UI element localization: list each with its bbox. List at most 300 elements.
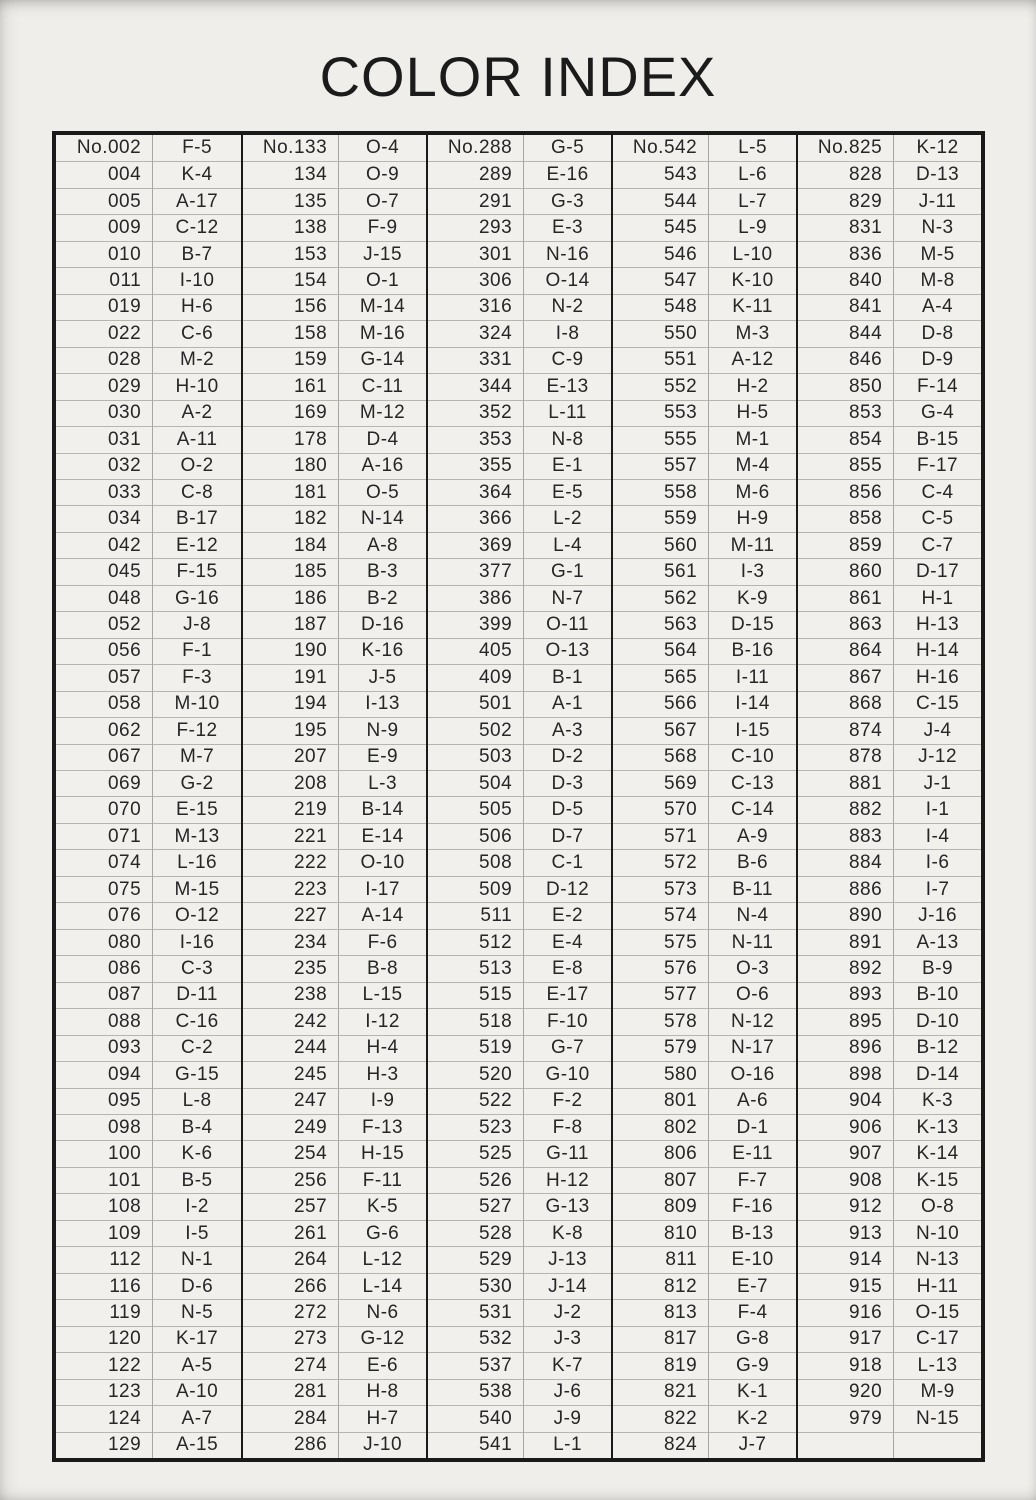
number-cell: 541 <box>428 1432 523 1458</box>
grid-code-cell: I-4 <box>893 823 981 849</box>
grid-code-cell: N-7 <box>523 585 611 611</box>
column-group <box>426 135 611 1458</box>
number-cell: 194 <box>243 691 338 717</box>
number-cell: 071 <box>56 823 152 849</box>
grid-code-cell: C-6 <box>152 320 241 346</box>
grid-code-cell: I-10 <box>152 267 241 293</box>
number-cell: 560 <box>613 532 708 558</box>
grid-code-cell: I-7 <box>893 876 981 902</box>
grid-code-cell: E-14 <box>338 823 426 849</box>
grid-code-cell: M-1 <box>708 426 796 452</box>
color-index-table <box>52 131 985 1462</box>
grid-code-cell: N-3 <box>893 214 981 240</box>
grid-code-cell: D-10 <box>893 1008 981 1034</box>
grid-code-cell: N-1 <box>152 1246 241 1272</box>
grid-code-cell: B-10 <box>893 982 981 1008</box>
number-cell: 511 <box>428 902 523 928</box>
number-cell: 547 <box>613 267 708 293</box>
grid-code-cell: N-2 <box>523 294 611 320</box>
number-cell: 245 <box>243 1061 338 1087</box>
grid-code-cell: A-6 <box>708 1088 796 1114</box>
grid-code-cell: M-9 <box>893 1379 981 1405</box>
grid-code-cell: M-4 <box>708 453 796 479</box>
grid-code-cell: G-9 <box>708 1352 796 1378</box>
grid-code-cell: J-11 <box>893 188 981 214</box>
grid-code-cell: A-12 <box>708 347 796 373</box>
grid-code-cell: K-7 <box>523 1352 611 1378</box>
grid-code-cell: N-6 <box>338 1299 426 1325</box>
number-cell: 119 <box>56 1299 152 1325</box>
number-cell: 093 <box>56 1035 152 1061</box>
number-cell: 169 <box>243 400 338 426</box>
grid-code-cell: J-15 <box>338 241 426 267</box>
grid-code-cell: N-11 <box>708 929 796 955</box>
number-cell: 548 <box>613 294 708 320</box>
number-cell: 568 <box>613 744 708 770</box>
grid-code-cell: H-12 <box>523 1167 611 1193</box>
number-cell: 868 <box>798 691 893 717</box>
number-cell: 557 <box>613 453 708 479</box>
grid-code-cell: N-17 <box>708 1035 796 1061</box>
grid-code-cell: O-15 <box>893 1299 981 1325</box>
grid-code-cell: I-2 <box>152 1193 241 1219</box>
grid-code-cell: L-3 <box>338 770 426 796</box>
number-cell: 518 <box>428 1008 523 1034</box>
grid-code-cell: D-13 <box>893 161 981 187</box>
number-cell: 112 <box>56 1246 152 1272</box>
number-cell: 004 <box>56 161 152 187</box>
number-cell: 048 <box>56 585 152 611</box>
page-title: COLOR INDEX <box>319 45 717 108</box>
number-cell: 855 <box>798 453 893 479</box>
number-cell: 552 <box>613 373 708 399</box>
grid-code-cell: J-14 <box>523 1273 611 1299</box>
grid-code-cell: L-6 <box>708 161 796 187</box>
grid-code-cell: D-17 <box>893 558 981 584</box>
number-cell: 565 <box>613 664 708 690</box>
number-cell: 913 <box>798 1220 893 1246</box>
number-cell: 812 <box>613 1273 708 1299</box>
number-cell: 892 <box>798 955 893 981</box>
grid-code-cell: M-6 <box>708 479 796 505</box>
grid-code-cell: D-16 <box>338 611 426 637</box>
grid-code-cell: C-11 <box>338 373 426 399</box>
number-cell: 856 <box>798 479 893 505</box>
number-cell: 274 <box>243 1352 338 1378</box>
number-cell: 801 <box>613 1088 708 1114</box>
grid-code-cell: A-3 <box>523 717 611 743</box>
number-cell: 184 <box>243 532 338 558</box>
grid-code-cell: O-1 <box>338 267 426 293</box>
grid-code-cell: A-2 <box>152 400 241 426</box>
grid-code-cell: I-12 <box>338 1008 426 1034</box>
number-cell: 538 <box>428 1379 523 1405</box>
grid-code-cell: C-15 <box>893 691 981 717</box>
number-cell: 181 <box>243 479 338 505</box>
number-cell: 161 <box>243 373 338 399</box>
number-cell: 254 <box>243 1140 338 1166</box>
grid-code-cell: N-8 <box>523 426 611 452</box>
number-cell: 884 <box>798 849 893 875</box>
number-cell: 861 <box>798 585 893 611</box>
grid-code-cell: G-2 <box>152 770 241 796</box>
grid-code-cell: E-9 <box>338 744 426 770</box>
grid-code-cell: B-17 <box>152 505 241 531</box>
number-cell: 190 <box>243 638 338 664</box>
number-cell: 540 <box>428 1405 523 1431</box>
grid-code-cell: I-14 <box>708 691 796 717</box>
number-cell: 529 <box>428 1246 523 1272</box>
grid-code-cell: C-12 <box>152 214 241 240</box>
number-cell: 074 <box>56 849 152 875</box>
grid-code-cell: D-11 <box>152 982 241 1008</box>
number-cell: 120 <box>56 1326 152 1352</box>
grid-code-cell: A-17 <box>152 188 241 214</box>
number-cell: 916 <box>798 1299 893 1325</box>
number-cell: 898 <box>798 1061 893 1087</box>
number-cell: 399 <box>428 611 523 637</box>
grid-code-cell: K-13 <box>893 1114 981 1140</box>
number-cell: 561 <box>613 558 708 584</box>
grid-code-cell: D-8 <box>893 320 981 346</box>
grid-code-cell: K-11 <box>708 294 796 320</box>
number-cell: 864 <box>798 638 893 664</box>
grid-code-cell: N-14 <box>338 505 426 531</box>
grid-code-cell: L-16 <box>152 849 241 875</box>
grid-code-cell: B-13 <box>708 1220 796 1246</box>
number-cell: 571 <box>613 823 708 849</box>
number-cell: 850 <box>798 373 893 399</box>
number-cell: 153 <box>243 241 338 267</box>
number-cell: 159 <box>243 347 338 373</box>
number-cell: 883 <box>798 823 893 849</box>
grid-code-cell: G-14 <box>338 347 426 373</box>
grid-code-cell: G-3 <box>523 188 611 214</box>
grid-code-cell: G-5 <box>523 135 611 161</box>
number-cell: 005 <box>56 188 152 214</box>
number-cell: 564 <box>613 638 708 664</box>
number-cell: 579 <box>613 1035 708 1061</box>
grid-code-cell: E-10 <box>708 1246 796 1272</box>
grid-code-cell: J-6 <box>523 1379 611 1405</box>
grid-code-cell: E-17 <box>523 982 611 1008</box>
number-cell: 352 <box>428 400 523 426</box>
number-cell: 553 <box>613 400 708 426</box>
number-cell: 513 <box>428 955 523 981</box>
grid-code-cell: I-1 <box>893 796 981 822</box>
grid-code-cell: E-4 <box>523 929 611 955</box>
number-cell: 031 <box>56 426 152 452</box>
grid-code-cell: B-3 <box>338 558 426 584</box>
number-cell: 076 <box>56 902 152 928</box>
number-cell: 559 <box>613 505 708 531</box>
number-cell: 550 <box>613 320 708 346</box>
grid-code-cell: O-8 <box>893 1193 981 1219</box>
grid-code-cell: G-4 <box>893 400 981 426</box>
grid-code-cell: F-3 <box>152 664 241 690</box>
number-cell: 098 <box>56 1114 152 1140</box>
grid-code-cell: B-5 <box>152 1167 241 1193</box>
number-cell: 811 <box>613 1246 708 1272</box>
number-cell: 029 <box>56 373 152 399</box>
number-cell: 563 <box>613 611 708 637</box>
number-cell: 284 <box>243 1405 338 1431</box>
grid-code-cell: B-16 <box>708 638 796 664</box>
number-cell: 316 <box>428 294 523 320</box>
grid-code-cell: A-10 <box>152 1379 241 1405</box>
number-cell: 821 <box>613 1379 708 1405</box>
grid-code-cell: A-7 <box>152 1405 241 1431</box>
number-cell: 222 <box>243 849 338 875</box>
number-cell: 566 <box>613 691 708 717</box>
number-cell: 030 <box>56 400 152 426</box>
number-cell: 247 <box>243 1088 338 1114</box>
number-cell: 355 <box>428 453 523 479</box>
grid-code-cell: K-2 <box>708 1405 796 1431</box>
number-cell: 293 <box>428 214 523 240</box>
number-cell: 567 <box>613 717 708 743</box>
number-cell: 886 <box>798 876 893 902</box>
number-cell: 859 <box>798 532 893 558</box>
number-cell: 853 <box>798 400 893 426</box>
number-cell: 562 <box>613 585 708 611</box>
number-cell: 353 <box>428 426 523 452</box>
grid-code-cell: E-12 <box>152 532 241 558</box>
grid-code-cell: N-4 <box>708 902 796 928</box>
grid-code-cell: A-5 <box>152 1352 241 1378</box>
number-cell: 264 <box>243 1246 338 1272</box>
grid-code-cell: A-13 <box>893 929 981 955</box>
number-cell: 896 <box>798 1035 893 1061</box>
grid-code-cell: H-10 <box>152 373 241 399</box>
grid-code-cell: H-5 <box>708 400 796 426</box>
number-cell: 052 <box>56 611 152 637</box>
number-cell: 281 <box>243 1379 338 1405</box>
grid-code-cell: G-16 <box>152 585 241 611</box>
grid-code-cell: C-17 <box>893 1326 981 1352</box>
number-cell: No.825 <box>817 137 883 159</box>
number-cell: 386 <box>428 585 523 611</box>
number-cell: 895 <box>798 1008 893 1034</box>
number-cell: 223 <box>243 876 338 902</box>
number-cell: 011 <box>56 267 152 293</box>
number-cell: 182 <box>243 505 338 531</box>
grid-code-cell: K-3 <box>893 1088 981 1114</box>
number-cell: 578 <box>613 1008 708 1034</box>
grid-code-cell: D-14 <box>893 1061 981 1087</box>
grid-code-cell: C-10 <box>708 744 796 770</box>
grid-code-cell: H-3 <box>338 1061 426 1087</box>
grid-code-cell: K-12 <box>893 135 981 161</box>
number-cell: 108 <box>56 1193 152 1219</box>
number-cell: 377 <box>428 558 523 584</box>
number-cell: 558 <box>613 479 708 505</box>
number-cell: 369 <box>428 532 523 558</box>
grid-code-cell: K-16 <box>338 638 426 664</box>
grid-code-cell: H-4 <box>338 1035 426 1061</box>
number-cell: 882 <box>798 796 893 822</box>
number-cell: 087 <box>56 982 152 1008</box>
grid-code-cell: O-3 <box>708 955 796 981</box>
grid-code-cell: G-13 <box>523 1193 611 1219</box>
grid-code-cell: H-13 <box>893 611 981 637</box>
number-cell: 207 <box>243 744 338 770</box>
number-cell: 095 <box>56 1088 152 1114</box>
grid-code-cell: H-6 <box>152 294 241 320</box>
grid-code-cell: G-11 <box>523 1140 611 1166</box>
grid-code-cell: D-2 <box>523 744 611 770</box>
number-cell: 515 <box>428 982 523 1008</box>
grid-code-cell: I-9 <box>338 1088 426 1114</box>
grid-code-cell: H-7 <box>338 1405 426 1431</box>
grid-code-cell: B-9 <box>893 955 981 981</box>
number-cell: 526 <box>428 1167 523 1193</box>
number-cell: 846 <box>798 347 893 373</box>
grid-code-cell: C-2 <box>152 1035 241 1061</box>
grid-code-cell: E-5 <box>523 479 611 505</box>
grid-code-cell: I-17 <box>338 876 426 902</box>
number-cell: 219 <box>243 796 338 822</box>
grid-code-cell: H-9 <box>708 505 796 531</box>
grid-code-cell: F-15 <box>152 558 241 584</box>
grid-code-cell: H-16 <box>893 664 981 690</box>
grid-code-cell: L-11 <box>523 400 611 426</box>
grid-code-cell: L-14 <box>338 1273 426 1299</box>
grid-code-cell: J-8 <box>152 611 241 637</box>
number-cell <box>798 1432 893 1458</box>
grid-code-cell: C-16 <box>152 1008 241 1034</box>
grid-code-cell: H-11 <box>893 1273 981 1299</box>
grid-code-cell: F-4 <box>708 1299 796 1325</box>
number-cell: 918 <box>798 1352 893 1378</box>
grid-code-cell: K-5 <box>338 1193 426 1219</box>
grid-code-cell: E-13 <box>523 373 611 399</box>
number-cell: 195 <box>243 717 338 743</box>
grid-code-cell: N-9 <box>338 717 426 743</box>
grid-code-cell: C-9 <box>523 347 611 373</box>
number-cell: 019 <box>56 294 152 320</box>
number-cell: 056 <box>56 638 152 664</box>
grid-code-cell: K-14 <box>893 1140 981 1166</box>
grid-code-cell: F-14 <box>893 373 981 399</box>
number-cell: 867 <box>798 664 893 690</box>
grid-code-cell: H-14 <box>893 638 981 664</box>
number-cell: 878 <box>798 744 893 770</box>
grid-code-cell: K-15 <box>893 1167 981 1193</box>
number-cell: 154 <box>243 267 338 293</box>
number-cell: 331 <box>428 347 523 373</box>
number-cell: 032 <box>56 453 152 479</box>
number-cell: 979 <box>798 1405 893 1431</box>
number-cell: 840 <box>798 267 893 293</box>
number-cell: 908 <box>798 1167 893 1193</box>
grid-code-cell: A-16 <box>338 453 426 479</box>
number-cell: 033 <box>56 479 152 505</box>
number-cell: 890 <box>798 902 893 928</box>
grid-code-cell: M-10 <box>152 691 241 717</box>
number-cell: 546 <box>613 241 708 267</box>
number-cell: 227 <box>243 902 338 928</box>
grid-code-cell: A-4 <box>893 294 981 320</box>
number-cell: 580 <box>613 1061 708 1087</box>
number-cell: 238 <box>243 982 338 1008</box>
grid-code-cell: O-7 <box>338 188 426 214</box>
grid-code-cell: A-8 <box>338 532 426 558</box>
number-cell: 874 <box>798 717 893 743</box>
grid-code-cell: C-8 <box>152 479 241 505</box>
number-cell: 906 <box>798 1114 893 1140</box>
number-cell: 829 <box>798 188 893 214</box>
number-cell: 891 <box>798 929 893 955</box>
number-cell: 530 <box>428 1273 523 1299</box>
grid-code-cell: M-11 <box>708 532 796 558</box>
grid-code-cell: G-10 <box>523 1061 611 1087</box>
number-cell: 520 <box>428 1061 523 1087</box>
number-cell: 893 <box>798 982 893 1008</box>
number-cell: 405 <box>428 638 523 664</box>
number-cell: 028 <box>56 347 152 373</box>
grid-code-cell: B-7 <box>152 241 241 267</box>
grid-code-cell: A-9 <box>708 823 796 849</box>
number-cell: 915 <box>798 1273 893 1299</box>
grid-code-cell: J-10 <box>338 1432 426 1458</box>
grid-code-cell: C-5 <box>893 505 981 531</box>
grid-code-cell: C-1 <box>523 849 611 875</box>
grid-code-cell: O-16 <box>708 1061 796 1087</box>
number-cell: 191 <box>243 664 338 690</box>
number-cell: 531 <box>428 1299 523 1325</box>
number-cell: 086 <box>56 955 152 981</box>
number-cell: 272 <box>243 1299 338 1325</box>
number-cell: 100 <box>56 1140 152 1166</box>
number-cell: 080 <box>56 929 152 955</box>
number-cell: 135 <box>243 188 338 214</box>
number-cell: 249 <box>243 1114 338 1140</box>
number-cell: 508 <box>428 849 523 875</box>
number-cell: 914 <box>798 1246 893 1272</box>
number-cell: 917 <box>798 1326 893 1352</box>
number-cell: 067 <box>56 744 152 770</box>
grid-code-cell: E-7 <box>708 1273 796 1299</box>
number-cell: 234 <box>243 929 338 955</box>
number-cell: 088 <box>56 1008 152 1034</box>
number-cell: 242 <box>243 1008 338 1034</box>
number-cell: 062 <box>56 717 152 743</box>
number-cell: 366 <box>428 505 523 531</box>
grid-code-cell: J-4 <box>893 717 981 743</box>
grid-code-cell: O-10 <box>338 849 426 875</box>
number-cell: 344 <box>428 373 523 399</box>
grid-code-cell: H-15 <box>338 1140 426 1166</box>
grid-code-cell: D-5 <box>523 796 611 822</box>
number-cell: 208 <box>243 770 338 796</box>
grid-code-cell: O-5 <box>338 479 426 505</box>
number-cell: 109 <box>56 1220 152 1246</box>
number-cell: 129 <box>56 1432 152 1458</box>
number-cell: 881 <box>798 770 893 796</box>
number-cell: 572 <box>613 849 708 875</box>
grid-code-cell: O-11 <box>523 611 611 637</box>
number-cell: 810 <box>613 1220 708 1246</box>
grid-code-cell: N-13 <box>893 1246 981 1272</box>
grid-code-cell: O-6 <box>708 982 796 1008</box>
number-cell: 569 <box>613 770 708 796</box>
grid-code-cell: D-15 <box>708 611 796 637</box>
number-cell: 528 <box>428 1220 523 1246</box>
column-group <box>56 135 241 1458</box>
number-cell: 807 <box>613 1167 708 1193</box>
grid-code-cell: D-7 <box>523 823 611 849</box>
